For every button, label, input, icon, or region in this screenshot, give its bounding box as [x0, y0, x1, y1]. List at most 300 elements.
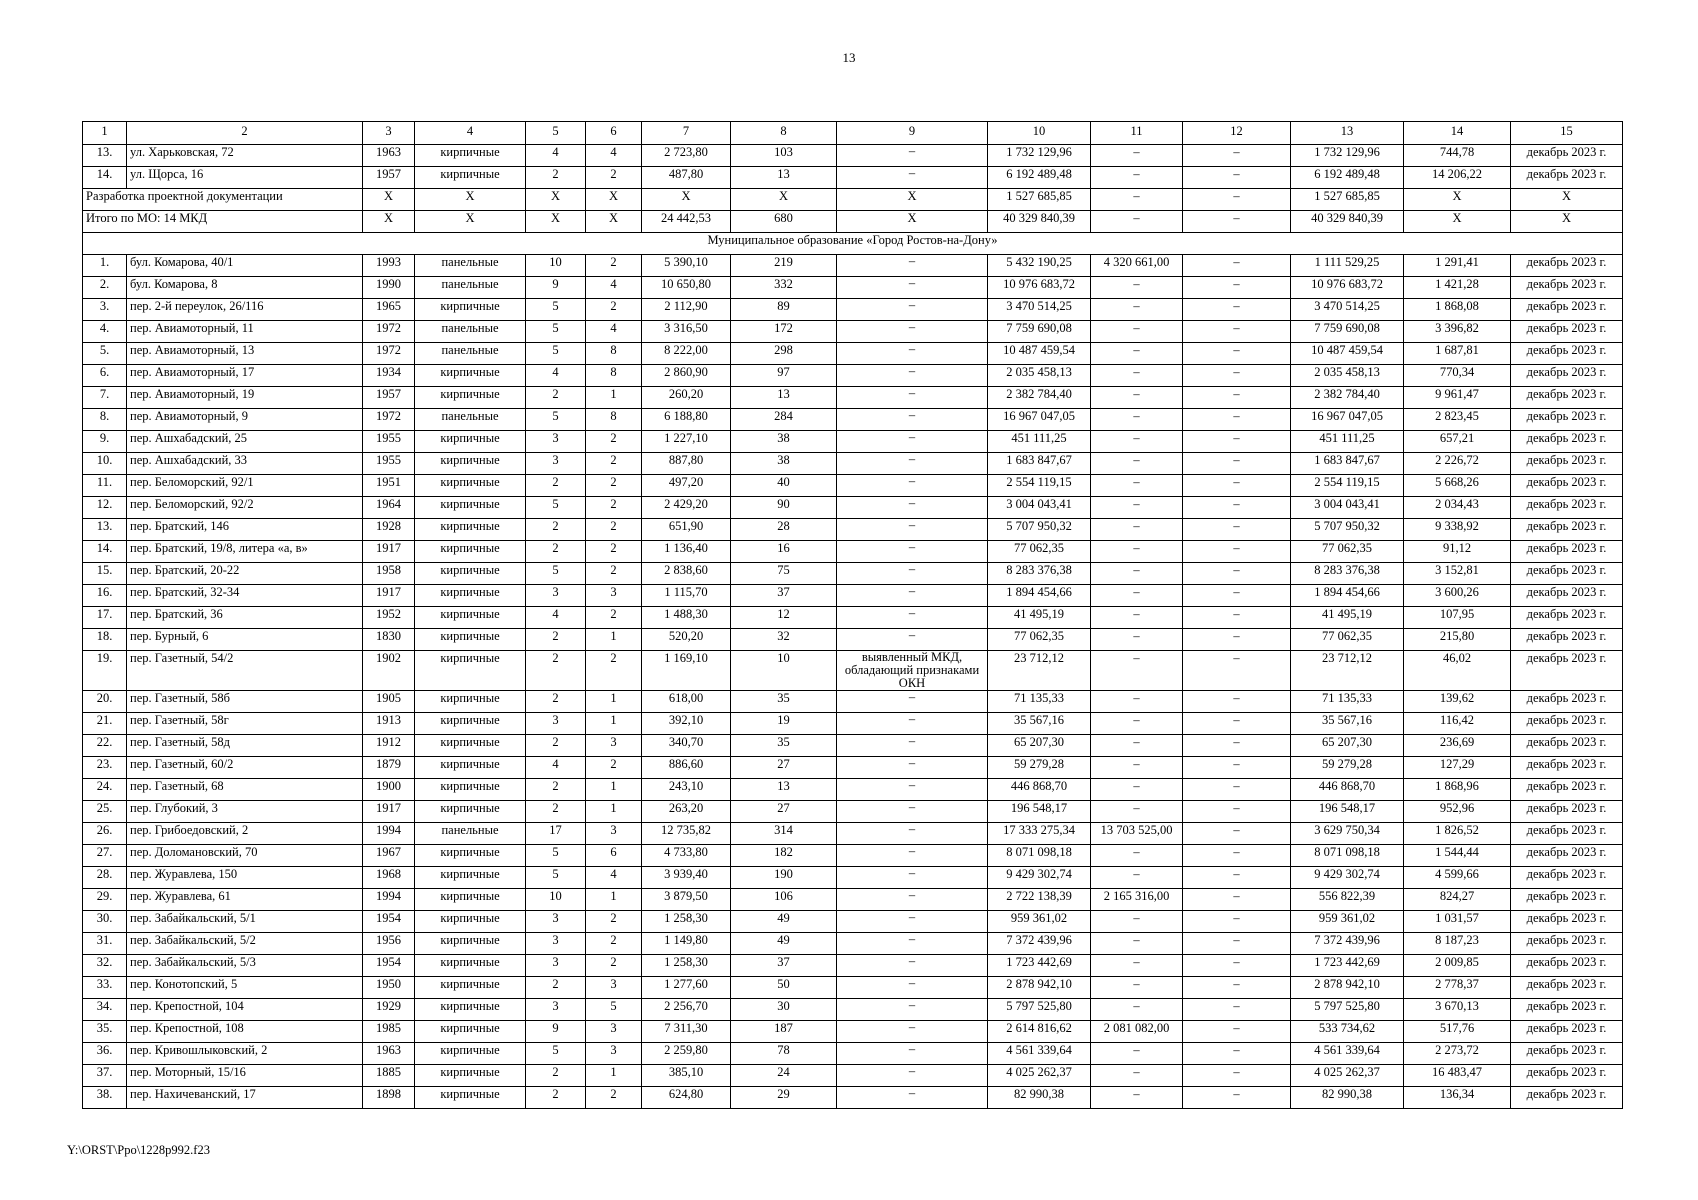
table-cell: 2 — [526, 1065, 586, 1087]
table-cell: – — [837, 713, 988, 735]
table-row — [83, 691, 1623, 713]
table-cell: 21. — [83, 713, 127, 735]
table-cell: 49 — [731, 911, 837, 933]
table-cell: 49 — [731, 933, 837, 955]
table-cell: 9 429 302,74 — [988, 867, 1091, 889]
table-cell: – — [837, 431, 988, 453]
table-cell: кирпичные — [415, 779, 526, 801]
table-cell: декабрь 2023 г. — [1511, 801, 1623, 823]
table-cell: 446 868,70 — [988, 779, 1091, 801]
table-cell: кирпичные — [415, 431, 526, 453]
table-cell: 8 187,23 — [1404, 933, 1511, 955]
table-cell: 3 152,81 — [1404, 563, 1511, 585]
table-cell: – — [1091, 779, 1183, 801]
table-cell: кирпичные — [415, 541, 526, 563]
table-cell: 5 — [526, 343, 586, 365]
table-cell: 5 707 950,32 — [988, 519, 1091, 541]
table-cell: 89 — [731, 299, 837, 321]
table-cell: 16 967 047,05 — [988, 409, 1091, 431]
table-cell: 2 382 784,40 — [988, 387, 1091, 409]
table-cell: пер. Авиамоторный, 11 — [127, 321, 363, 343]
table-cell: 1912 — [363, 735, 415, 757]
table-cell: X — [837, 189, 988, 211]
table-cell: – — [1091, 735, 1183, 757]
table-cell: 2 — [526, 541, 586, 563]
table-cell: пер. Забайкальский, 5/2 — [127, 933, 363, 955]
table-cell: 1963 — [363, 1043, 415, 1065]
table-cell: 13. — [83, 519, 127, 541]
table-cell: 9 961,47 — [1404, 387, 1511, 409]
table-cell: декабрь 2023 г. — [1511, 519, 1623, 541]
table-cell: кирпичные — [415, 977, 526, 999]
table-cell: 65 207,30 — [1291, 735, 1404, 757]
table-cell: – — [837, 497, 988, 519]
table-cell: 1972 — [363, 343, 415, 365]
table-cell: 3 — [586, 1043, 642, 1065]
table-cell: – — [837, 519, 988, 541]
table-row — [83, 889, 1623, 911]
table-cell: – — [1091, 189, 1183, 211]
table-cell: 2 165 316,00 — [1091, 889, 1183, 911]
table-cell: – — [1183, 757, 1291, 779]
table-cell: 1 683 847,67 — [988, 453, 1091, 475]
table-cell: X — [837, 211, 988, 233]
table-cell: 37 — [731, 585, 837, 607]
table-cell: 10 — [526, 889, 586, 911]
table-cell: пер. Братский, 36 — [127, 607, 363, 629]
table-cell: 38 — [731, 431, 837, 453]
table-cell: – — [1091, 475, 1183, 497]
table-cell: 3 — [526, 453, 586, 475]
table-cell: 31. — [83, 933, 127, 955]
table-cell: – — [1183, 801, 1291, 823]
table-cell: 2 035 458,13 — [1291, 365, 1404, 387]
table-row — [83, 607, 1623, 629]
table-cell: декабрь 2023 г. — [1511, 475, 1623, 497]
table-row — [83, 299, 1623, 321]
table-cell: 2 — [526, 387, 586, 409]
table-cell: 136,34 — [1404, 1087, 1511, 1109]
table-cell: – — [837, 999, 988, 1021]
table-cell: 2 273,72 — [1404, 1043, 1511, 1065]
table-cell: декабрь 2023 г. — [1511, 563, 1623, 585]
table-cell: X — [586, 211, 642, 233]
table-cell: 4 025 262,37 — [1291, 1065, 1404, 1087]
table-cell: кирпичные — [415, 497, 526, 519]
table-cell: декабрь 2023 г. — [1511, 651, 1623, 691]
table-cell: кирпичные — [415, 145, 526, 167]
table-cell: X — [731, 189, 837, 211]
table-cell: 77 062,35 — [988, 629, 1091, 651]
column-number: 11 — [1091, 122, 1183, 145]
table-cell: пер. Газетный, 54/2 — [127, 651, 363, 691]
table-cell: 4 320 661,00 — [1091, 255, 1183, 277]
table-cell: 4. — [83, 321, 127, 343]
table-cell: 33. — [83, 977, 127, 999]
table-cell: – — [837, 145, 988, 167]
table-cell: пер. Кривошлыковский, 2 — [127, 1043, 363, 1065]
table-cell: – — [837, 1087, 988, 1109]
table-cell: декабрь 2023 г. — [1511, 343, 1623, 365]
table-cell: 6 — [586, 845, 642, 867]
table-row — [83, 585, 1623, 607]
table-cell: X — [586, 189, 642, 211]
table-cell: – — [1091, 1043, 1183, 1065]
table-cell: кирпичные — [415, 757, 526, 779]
table-cell: 91,12 — [1404, 541, 1511, 563]
table-cell: пер. Доломановский, 70 — [127, 845, 363, 867]
table-cell: 10 487 459,54 — [988, 343, 1091, 365]
table-cell: пер. Авиамоторный, 9 — [127, 409, 363, 431]
table-cell: декабрь 2023 г. — [1511, 757, 1623, 779]
table-cell: 2 838,60 — [642, 563, 731, 585]
table-cell: – — [1183, 823, 1291, 845]
table-cell: – — [1183, 651, 1291, 691]
table-cell: 1. — [83, 255, 127, 277]
table-cell: декабрь 2023 г. — [1511, 735, 1623, 757]
table-row — [83, 321, 1623, 343]
column-number: 6 — [586, 122, 642, 145]
table-cell: 2 — [586, 453, 642, 475]
table-cell: 16 — [731, 541, 837, 563]
table-cell: 2 — [586, 651, 642, 691]
table-cell: 3 004 043,41 — [1291, 497, 1404, 519]
table-cell: 1917 — [363, 585, 415, 607]
table-cell: X — [1404, 189, 1511, 211]
table-cell: 1955 — [363, 453, 415, 475]
table-cell: 2 — [526, 691, 586, 713]
table-row — [83, 713, 1623, 735]
table-cell: – — [837, 735, 988, 757]
table-cell: 4 561 339,64 — [1291, 1043, 1404, 1065]
table-cell: 71 135,33 — [1291, 691, 1404, 713]
table-cell: 2 034,43 — [1404, 497, 1511, 519]
table-cell: 2 256,70 — [642, 999, 731, 1021]
table-cell: 1963 — [363, 145, 415, 167]
table-cell: 2 — [586, 519, 642, 541]
table-cell: 32 — [731, 629, 837, 651]
table-row — [83, 1043, 1623, 1065]
table-cell: 1929 — [363, 999, 415, 1021]
table-cell: декабрь 2023 г. — [1511, 1087, 1623, 1109]
table-cell: 16 483,47 — [1404, 1065, 1511, 1087]
table-cell: 77 062,35 — [1291, 541, 1404, 563]
table-cell: кирпичные — [415, 955, 526, 977]
table-cell: – — [1091, 387, 1183, 409]
table-cell: 139,62 — [1404, 691, 1511, 713]
table-cell: 1964 — [363, 497, 415, 519]
table-cell: – — [837, 475, 988, 497]
table-cell: 25. — [83, 801, 127, 823]
table-cell: 116,42 — [1404, 713, 1511, 735]
table-cell: 1994 — [363, 823, 415, 845]
table-cell: – — [1183, 779, 1291, 801]
table-cell: – — [837, 277, 988, 299]
table-cell: 30. — [83, 911, 127, 933]
table-cell: – — [837, 365, 988, 387]
table-cell: 624,80 — [642, 1087, 731, 1109]
table-cell: 36. — [83, 1043, 127, 1065]
table-cell: 9 338,92 — [1404, 519, 1511, 541]
table-cell: – — [837, 889, 988, 911]
table-cell: 1965 — [363, 299, 415, 321]
table-cell: – — [1091, 343, 1183, 365]
table-cell: 284 — [731, 409, 837, 431]
table-cell: 1 868,96 — [1404, 779, 1511, 801]
table-cell: 97 — [731, 365, 837, 387]
table-cell: 13 — [731, 387, 837, 409]
table-cell: 17. — [83, 607, 127, 629]
table-cell: 1954 — [363, 911, 415, 933]
table-cell: панельные — [415, 409, 526, 431]
table-cell: 2 081 082,00 — [1091, 1021, 1183, 1043]
table-cell: 1879 — [363, 757, 415, 779]
table-cell: 2 722 138,39 — [988, 889, 1091, 911]
table-cell: 5 — [586, 999, 642, 1021]
table-cell: – — [1091, 955, 1183, 977]
table-cell: 3 — [526, 911, 586, 933]
table-cell: – — [1183, 691, 1291, 713]
table-cell: – — [1091, 691, 1183, 713]
table-cell: 2 — [586, 541, 642, 563]
table-cell: – — [1183, 607, 1291, 629]
table-cell: 37. — [83, 1065, 127, 1087]
table-cell: 2 — [526, 801, 586, 823]
table-cell: 2 — [586, 475, 642, 497]
table-cell: пер. 2-й переулок, 26/116 — [127, 299, 363, 321]
table-cell: 26. — [83, 823, 127, 845]
table-cell: 1 — [586, 629, 642, 651]
table-cell: бул. Комарова, 8 — [127, 277, 363, 299]
column-number: 9 — [837, 122, 988, 145]
column-number: 15 — [1511, 122, 1623, 145]
table-cell: 3 629 750,34 — [1291, 823, 1404, 845]
table-cell: 7 759 690,08 — [988, 321, 1091, 343]
table-cell: 5 432 190,25 — [988, 255, 1091, 277]
table-cell: пер. Газетный, 60/2 — [127, 757, 363, 779]
table-cell: 2 — [526, 167, 586, 189]
column-number: 2 — [127, 122, 363, 145]
table-cell: – — [1183, 1087, 1291, 1109]
table-cell: пер. Бурный, 6 — [127, 629, 363, 651]
table-cell: 1972 — [363, 321, 415, 343]
table-cell: пер. Глубокий, 3 — [127, 801, 363, 823]
table-cell: – — [837, 779, 988, 801]
table-cell: X — [363, 211, 415, 233]
table-cell: 219 — [731, 255, 837, 277]
table-cell: – — [1183, 409, 1291, 431]
table-cell: 887,80 — [642, 453, 731, 475]
table-cell: 517,76 — [1404, 1021, 1511, 1043]
table-cell: – — [837, 1043, 988, 1065]
table-cell: кирпичные — [415, 999, 526, 1021]
table-cell: 35. — [83, 1021, 127, 1043]
table-cell: 59 279,28 — [988, 757, 1091, 779]
table-cell: декабрь 2023 г. — [1511, 431, 1623, 453]
table-cell: 8 — [586, 343, 642, 365]
table-cell: 17 — [526, 823, 586, 845]
table-cell: 30 — [731, 999, 837, 1021]
table-cell: 3 — [586, 585, 642, 607]
table-cell: – — [837, 801, 988, 823]
table-cell: кирпичные — [415, 475, 526, 497]
table-cell: декабрь 2023 г. — [1511, 629, 1623, 651]
table-cell: 2 554 119,15 — [1291, 475, 1404, 497]
table-cell: кирпичные — [415, 299, 526, 321]
table-cell: – — [837, 563, 988, 585]
table-cell: 1 291,41 — [1404, 255, 1511, 277]
table-row — [83, 1065, 1623, 1087]
table-cell: 2 — [586, 757, 642, 779]
table-cell: – — [1091, 607, 1183, 629]
table-cell: 446 868,70 — [1291, 779, 1404, 801]
table-cell: 497,20 — [642, 475, 731, 497]
table-cell: декабрь 2023 г. — [1511, 1043, 1623, 1065]
table-cell: кирпичные — [415, 713, 526, 735]
table-cell: 2 — [586, 563, 642, 585]
table-cell: 40 — [731, 475, 837, 497]
table-cell: 9. — [83, 431, 127, 453]
table-cell: 2 — [526, 651, 586, 691]
table-cell: 38 — [731, 453, 837, 475]
table-cell: пер. Крепостной, 108 — [127, 1021, 363, 1043]
table-cell: 3 — [586, 977, 642, 999]
table-cell: 2 — [526, 629, 586, 651]
table-cell: декабрь 2023 г. — [1511, 497, 1623, 519]
table-cell: 38. — [83, 1087, 127, 1109]
table-cell: – — [837, 387, 988, 409]
table-cell: 82 990,38 — [1291, 1087, 1404, 1109]
table-cell: 5. — [83, 343, 127, 365]
table-cell: 385,10 — [642, 1065, 731, 1087]
table-cell: пер. Крепостной, 104 — [127, 999, 363, 1021]
table-cell: 4 — [526, 365, 586, 387]
table-cell: 18. — [83, 629, 127, 651]
column-number: 7 — [642, 122, 731, 145]
table-cell: – — [1183, 1065, 1291, 1087]
table-cell: 1968 — [363, 867, 415, 889]
table-cell: – — [1183, 365, 1291, 387]
table-cell: пер. Беломорский, 92/2 — [127, 497, 363, 519]
table-cell: 41 495,19 — [1291, 607, 1404, 629]
table-cell: – — [1091, 933, 1183, 955]
table-cell: 41 495,19 — [988, 607, 1091, 629]
table-cell: 520,20 — [642, 629, 731, 651]
table-cell: 75 — [731, 563, 837, 585]
table-cell: 16. — [83, 585, 127, 607]
table-cell: 1 277,60 — [642, 977, 731, 999]
table-cell: 2 614 816,62 — [988, 1021, 1091, 1043]
table-cell: пер. Нахичеванский, 17 — [127, 1087, 363, 1109]
table-cell: – — [837, 1065, 988, 1087]
table-cell: 5 — [526, 321, 586, 343]
table-cell: декабрь 2023 г. — [1511, 1065, 1623, 1087]
table-cell: 1 687,81 — [1404, 343, 1511, 365]
table-cell: – — [1183, 211, 1291, 233]
table-cell: X — [415, 189, 526, 211]
table-row — [83, 541, 1623, 563]
table-cell: пер. Братский, 146 — [127, 519, 363, 541]
table-cell: 40 329 840,39 — [988, 211, 1091, 233]
table-cell: 1955 — [363, 431, 415, 453]
table-row — [83, 409, 1623, 431]
table-cell: 34. — [83, 999, 127, 1021]
table-cell: кирпичные — [415, 889, 526, 911]
table-cell: декабрь 2023 г. — [1511, 999, 1623, 1021]
table-cell: пер. Авиамоторный, 13 — [127, 343, 363, 365]
table-cell: декабрь 2023 г. — [1511, 713, 1623, 735]
table-cell: 2 554 119,15 — [988, 475, 1091, 497]
table-cell: 4 — [526, 757, 586, 779]
table-cell: 2 — [586, 167, 642, 189]
table-cell: X — [642, 189, 731, 211]
table-cell: – — [1183, 999, 1291, 1021]
table-cell: – — [1091, 409, 1183, 431]
table-cell: 82 990,38 — [988, 1087, 1091, 1109]
table-cell: 14 206,22 — [1404, 167, 1511, 189]
table-cell: 2 226,72 — [1404, 453, 1511, 475]
column-number: 8 — [731, 122, 837, 145]
table-cell: 2 035 458,13 — [988, 365, 1091, 387]
table-cell: 2 382 784,40 — [1291, 387, 1404, 409]
table-cell: 19. — [83, 651, 127, 691]
table-row — [83, 277, 1623, 299]
table-cell: 2 429,20 — [642, 497, 731, 519]
table-cell: 2 878 942,10 — [1291, 977, 1404, 999]
table-cell: 744,78 — [1404, 145, 1511, 167]
table-cell: 618,00 — [642, 691, 731, 713]
table-cell: 1957 — [363, 167, 415, 189]
table-cell: 3 600,26 — [1404, 585, 1511, 607]
table-cell: кирпичные — [415, 691, 526, 713]
table-cell: пер. Братский, 32-34 — [127, 585, 363, 607]
table-cell: панельные — [415, 321, 526, 343]
table-cell: кирпичные — [415, 563, 526, 585]
table-cell: – — [837, 629, 988, 651]
table-cell: 5 — [526, 845, 586, 867]
table-cell: – — [1183, 453, 1291, 475]
table-cell: 1951 — [363, 475, 415, 497]
table-cell: – — [1183, 867, 1291, 889]
table-cell: – — [837, 409, 988, 431]
table-cell: декабрь 2023 г. — [1511, 365, 1623, 387]
table-cell: 1 258,30 — [642, 911, 731, 933]
table-cell: декабрь 2023 г. — [1511, 255, 1623, 277]
table-cell: пер. Моторный, 15/16 — [127, 1065, 363, 1087]
table-cell: 3 — [586, 1021, 642, 1043]
table-cell: 5 — [526, 563, 586, 585]
table-cell: пер. Ашхабадский, 25 — [127, 431, 363, 453]
table-cell: бул. Комарова, 40/1 — [127, 255, 363, 277]
table-cell: – — [837, 933, 988, 955]
table-cell: 952,96 — [1404, 801, 1511, 823]
table-cell: – — [837, 757, 988, 779]
table-cell: кирпичные — [415, 867, 526, 889]
table-cell: 2 — [526, 475, 586, 497]
table-cell: пер. Авиамоторный, 19 — [127, 387, 363, 409]
table-cell: – — [1091, 497, 1183, 519]
table-cell: 1 421,28 — [1404, 277, 1511, 299]
table-cell: 1 — [586, 1065, 642, 1087]
table-cell: 260,20 — [642, 387, 731, 409]
table-cell: 8 071 098,18 — [1291, 845, 1404, 867]
table-cell: 3 — [526, 431, 586, 453]
table-cell: – — [1091, 629, 1183, 651]
table-cell: 29 — [731, 1087, 837, 1109]
table-cell: 243,10 — [642, 779, 731, 801]
table-cell: 7 311,30 — [642, 1021, 731, 1043]
table-row — [83, 343, 1623, 365]
